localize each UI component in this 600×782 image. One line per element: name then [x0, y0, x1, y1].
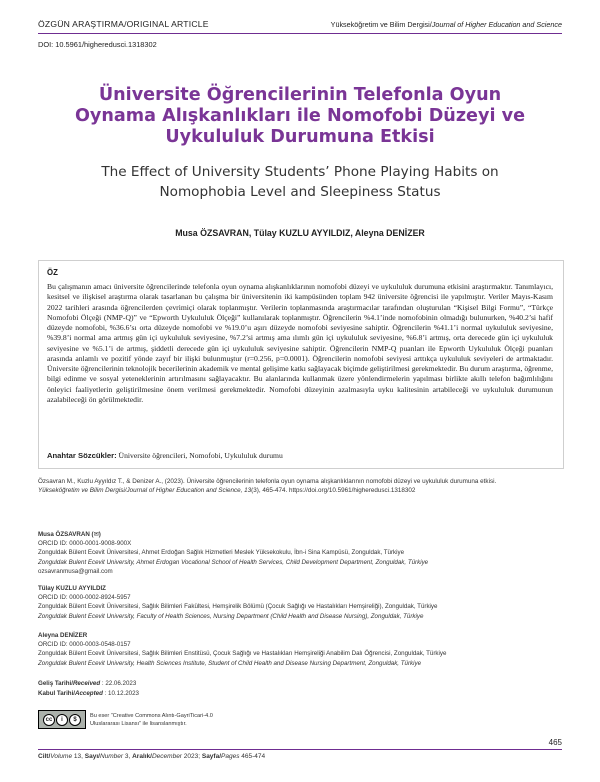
- author-info-1: [38, 530, 562, 576]
- abstract-heading: ÖZ: [47, 268, 58, 277]
- author-name: Musa ÖZSAVRAN (✉): [38, 531, 101, 538]
- author-orcid[interactable]: ORCID ID: 0000-0002-8924-5957: [38, 594, 131, 602]
- journal-name-tr: Yükseköğretim ve Bilim Dergisi/: [330, 20, 432, 29]
- author-orcid[interactable]: ORCID ID: 0000-0001-9008-900X: [38, 540, 132, 548]
- footer-issue-info: Cilt/Volume 13, Sayı/Number 3, Aralık/December 2023; Sayfa/Pages 465-474: [38, 753, 266, 760]
- author-info-3: [38, 631, 562, 668]
- author-affiliation-tr: Zonguldak Bülent Ecevit Üniversitesi, Sağlık Bilimleri Fakültesi, Hemşirelik Bölümü (Çocuk Sağlığı ve Hastalıkları Hemşireliği), Zonguldak, Türkiye: [38, 603, 438, 611]
- author-email[interactable]: ozsavranmusa@gmail.com: [38, 567, 113, 575]
- keywords-label: Anahtar Sözcükler:: [47, 451, 117, 460]
- footer-rule: [38, 749, 562, 750]
- author-orcid[interactable]: ORCID ID: 0000-0003-0548-0157: [38, 641, 131, 649]
- license-text: Bu eser “Creative Commons Alıntı-GayriTicari-4.0 Uluslararası Lisansı” ile lisanslanmıştır.: [90, 713, 213, 727]
- author-affiliation-tr: Zonguldak Bülent Ecevit Üniversitesi, Sağlık Bilimleri Enstitüsü, Çocuk Sağlığı ve Hastalıkları Hemşireliği Anabilim Dalı Öğrencisi, Zonguldak, Türkiye: [38, 650, 447, 658]
- author-list: Musa ÖZSAVRAN, Tülay KUZLU AYYILDIZ, Aleyna DENİZER: [175, 228, 425, 238]
- author-affiliation-en: Zonguldak Bulent Ecevit University, Faculty of Health Sciences, Nursing Department (Child Health and Disease Nursing), Zonguldak, Türkiye: [38, 612, 424, 620]
- article-dates: [38, 679, 139, 698]
- page-number: 465: [548, 738, 562, 747]
- section-label: ÖZGÜN ARAŞTIRMA/ORIGINAL ARTICLE: [38, 19, 209, 29]
- citation-text: Özsavran M., Kuzlu Ayyıldız T., & Denizer A., (2023). Üniversite öğrencilerinin telefonla oyun oynama alışkanlıklarının nomofobi düzeyi ve uykululuk durumuna etkisi.: [38, 478, 497, 485]
- journal-name: [331, 20, 562, 29]
- citation-journal: Yükseköğretim ve Bilim Dergisi/Journal of Higher Education and Science, 13: [38, 487, 252, 495]
- citation: [38, 477, 562, 496]
- title-english: The Effect of University Students’ Phone Playing Habits on Nomophobia Level and Sleepiness Status: [101, 164, 499, 200]
- citation-doi[interactable]: (3), 465-474. https://doi.org/10.5961/higheredusci.1318302: [251, 487, 416, 495]
- title-turkish: Üniversite Öğrencilerinin Telefonla Oyun Oynama Alışkanlıkları ile Nomofobi Düzeyi ve Uykululuk Durumuna Etkisi: [74, 85, 526, 147]
- keywords-values: Üniversite öğrencileri, Nomofobi, Uykululuk durumu: [116, 451, 283, 460]
- author-affiliation-en: Zonguldak Bulent Ecevit University, Ahmet Erdogan Vocational School of Health Services, Child Development Department, Zonguldak, Türkiye: [38, 558, 429, 566]
- doi-link[interactable]: DOI: 10.5961/higheredusci.1318302: [38, 40, 157, 49]
- cc-license-icon[interactable]: [38, 710, 86, 729]
- by-icon: i: [56, 714, 68, 726]
- received-date: Geliş Tarihi/Received : 22.06.2023: [38, 680, 137, 687]
- abstract-text: Bu çalışmanın amacı üniversite öğrencilerinde telefonla oyun oynama alışkanlıklarının nomofobi düzeyi ve uykululuk durumuna etkisini araştırmaktır. Tanımlayıcı, kesitsel ve ilişkisel araştırma olarak tasarlanan bu çalışma bir üniversitenin iki kampüsünden toplam 942 üniversite öğrencisi ile yapılmıştır. Veriler Mayıs-Kasım 2022 tarihleri arasında öğrencilerden çevrimiçi olarak toplanmıştır. Verilerin toplanmasında araştırmacılar tarafından oluşturulan “Kişisel Bilgi Formu”, “Türkçe Nomofobi Ölçeği (NMP-Q)” ve “Epworth Uykululuk Ölçeği” kullanılarak toplanmıştır. Öğrencilerin %4.1’inde nomofobinin olmadığı bulunurken, %40.2’si hafif düzeyde nomofobi, %36.6’sı orta düzeyde nomofobi ve %19.0’u aşırı düzeyde nomofobi seviyesine sahiptir. Öğrencilerin %41.1’i normal uykululuk seviyesine, %39.8’i normal ama artmış gün içi uykululuk seviyesine, %7.2’si artmış ama ılımlı gün içi uykululuk seviyesine, %6.8’i artmış, orta derecede gün içi uykululuk seviyesine ve %5.1’i de artmış, şiddetli derecede gün içi uykululuk seviyesine sahiptir. Öğrencilerin NMP-Q puanları ile Epworth Uykululuk Ölçeği puanları arasında anlamlı ve pozitif yönde zayıf bir ilişki bulunmuştur (r=0.256, p=0.0001). Öğrencilerin nomofobi seviyesi arttıkça uykululuk seviyeleri de artmaktadır. Üniversite öğrencilerinin teknolojik becerilerinin akademik ve mental gelişime katkı sağlayacak biçimde geliştirilmesi gerekmektedir. Bu durum araştırma, öğrenme, bilgi edinme ve sosyal yeteneklerinin artırılmasını sağlayacaktır. Bu alanlarında kullanmak üzere yönlendirmelerin yapılması birlikte akıllı telefon bağımlılığını önleyici faaliyetlerin geliştirilmesine önem verilmesi gerekmektedir. Nomofobi düzeyinin azalmasıyla uyku kalitesinin artabileceği ve uykululuk durumunun azalabileceği ön görülmektedir.: [47, 282, 553, 404]
- cc-icon: cc: [43, 714, 55, 726]
- author-name: Aleyna DENİZER: [38, 632, 88, 639]
- header-rule: [38, 33, 562, 34]
- author-affiliation-en: Zonguldak Bulent Ecevit University, Health Sciences Institute, Student of Child Health and Disease Nursing Department, Zonguldak, Türkiye: [38, 659, 422, 667]
- author-affiliation-tr: Zonguldak Bülent Ecevit Üniversitesi, Ahmet Erdoğan Sağlık Hizmetleri Meslek Yüksekokulu, İbn-i Sina Kampüsü, Zonguldak, Türkiye: [38, 549, 405, 557]
- author-info-2: [38, 584, 562, 621]
- author-name: Tülay KUZLU AYYILDIZ: [38, 585, 106, 592]
- nc-icon: $: [69, 714, 81, 726]
- keywords: [47, 451, 553, 460]
- journal-name-en: Journal of Higher Education and Science: [431, 20, 562, 29]
- accepted-date: Kabul Tarihi/Accepted : 10.12.2023: [38, 689, 139, 697]
